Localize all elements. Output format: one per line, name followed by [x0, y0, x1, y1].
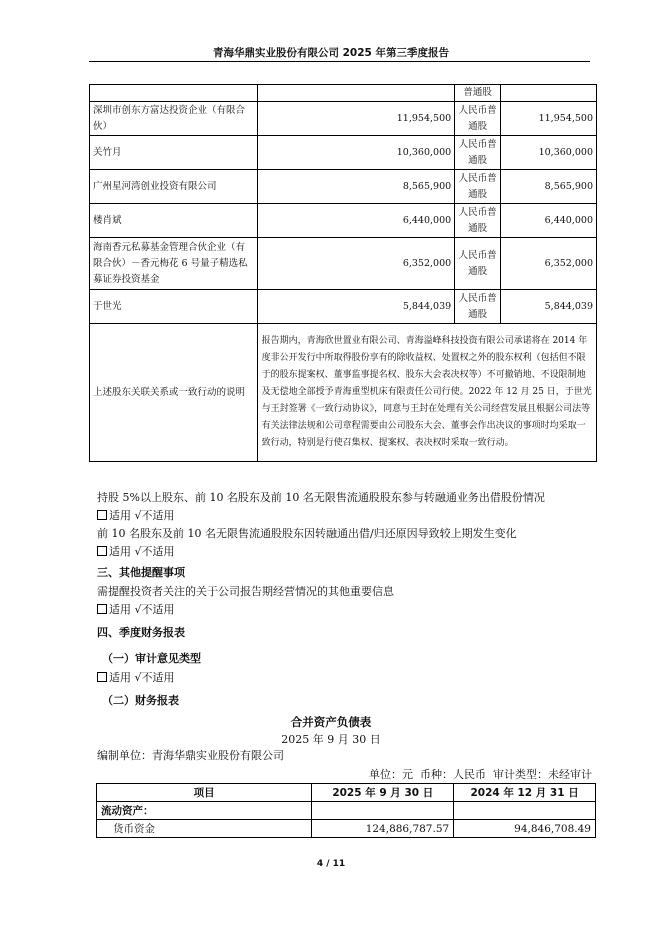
table-row — [90, 136, 597, 170]
share-amount: 6,440,000 — [501, 204, 597, 238]
table-row — [97, 802, 596, 820]
share-amount: 5,844,039 — [501, 290, 597, 324]
table-row — [90, 238, 597, 290]
share-class-cell: 人民币普通股 — [455, 136, 501, 170]
shareholder-name: 于世光 — [90, 290, 258, 324]
current-value: 124,886,787.57 — [312, 820, 454, 838]
shareholder-name: 广州星河湾创业投资有限公司 — [90, 170, 258, 204]
share-class-cell: 人民币普通股 — [455, 102, 501, 136]
compiler-line: 编制单位：青海华鼎实业股份有限公司 — [97, 749, 284, 762]
balance-sheet-table — [96, 783, 596, 838]
header-divider — [89, 61, 590, 62]
page-number: 4 / 11 — [316, 859, 346, 869]
table-row — [90, 204, 597, 238]
lending-choice-2: 适用 √不适用 — [97, 544, 175, 559]
line-item: 货币资金 — [97, 820, 312, 838]
share-amount: 10,360,000 — [501, 136, 597, 170]
other-reminders-choice: 适用 √不适用 — [97, 602, 175, 617]
top-shareholders-table — [89, 84, 597, 462]
table-row — [90, 290, 597, 324]
share-class-cell: 普通股 — [455, 85, 501, 102]
lending-statement-1: 持股 5%以上股东、前 10 名股东及前 10 名无限售流通股股东参与转融通业务出借股份情况 — [97, 491, 545, 504]
share-amount: 6,352,000 — [501, 238, 597, 290]
table-row — [97, 820, 596, 838]
share-amount: 11,954,500 — [501, 102, 597, 136]
shares-count: 8,565,900 — [257, 170, 455, 204]
shares-count: 6,352,000 — [257, 238, 455, 290]
unit-currency-line: 单位：元 币种：人民币 审计类型：未经审计 — [369, 768, 592, 781]
checkbox-icon — [97, 510, 107, 520]
table-row — [90, 324, 597, 462]
table-cell — [257, 85, 455, 102]
audit-opinion-heading: （一）审计意见类型 — [102, 652, 201, 665]
balance-sheet-title: 合并资产负债表 — [290, 715, 372, 729]
share-class-cell: 人民币普通股 — [455, 170, 501, 204]
lending-statement-2: 前 10 名股东及前 10 名无限售流通股股东因转融通出借/归还原因导致较上期发生变化 — [97, 527, 517, 540]
table-cell — [90, 85, 258, 102]
shareholder-name: 关竹月 — [90, 136, 258, 170]
column-header-current: 2025 年 9 月 30 日 — [312, 784, 454, 802]
share-class-cell: 人民币普通股 — [455, 290, 501, 324]
table-cell — [501, 85, 597, 102]
table-cell — [312, 802, 454, 820]
table-cell — [454, 802, 596, 820]
shares-count: 10,360,000 — [257, 136, 455, 170]
prior-value: 94,846,708.49 — [454, 820, 596, 838]
relation-description: 报告期内，青海欣世置业有限公司、青海溢峰科技投资有限公司承诺将在 2014 年度非公开发行中所取得股份享有的除收益权、处置权之外的股东权利（包括但不限于的股东提案权、董事监事提名权、股东大会表决权等）不可撤销地、不设限制地及无偿地全部授予青海重型机床有限责任公司行使。2022 年 12 月 25 日，于世光与王封签署《一致行动协议》，同意与王封在处理有关公司经营发展且根据公司法等有关法律法规和公司章程需要由公司股东大会、董事会作出决议的事项时均采取一致行动，特别是行使召集权、提案权、表决权时采取一致行动。 — [257, 324, 596, 462]
table-header-row — [97, 784, 596, 802]
table-row — [90, 102, 597, 136]
financial-statements-heading: （二）财务报表 — [102, 694, 179, 707]
balance-sheet-date: 2025 年 9 月 30 日 — [281, 733, 381, 746]
checkbox-icon — [97, 604, 107, 614]
table-row — [90, 170, 597, 204]
share-amount: 8,565,900 — [501, 170, 597, 204]
section-label: 流动资产： — [97, 802, 312, 820]
section-heading-financial: 四、季度财务报表 — [97, 626, 185, 639]
lending-choice-1: 适用 √不适用 — [97, 508, 175, 523]
checkbox-icon — [97, 546, 107, 556]
column-header-item: 项目 — [97, 784, 312, 802]
audit-opinion-choice: 适用 √不适用 — [97, 670, 175, 685]
share-class-cell: 人民币普通股 — [455, 238, 501, 290]
table-row — [90, 85, 597, 102]
column-header-prior: 2024 年 12 月 31 日 — [454, 784, 596, 802]
report-header: 青海华鼎实业股份有限公司 2025 年第三季度报告 — [212, 47, 450, 59]
other-reminders-text: 需提醒投资者关注的关于公司报告期经营情况的其他重要信息 — [97, 585, 394, 598]
section-heading-other: 三、其他提醒事项 — [97, 566, 185, 579]
share-class-cell: 人民币普通股 — [455, 204, 501, 238]
relation-label: 上述股东关联关系或一致行动的说明 — [90, 324, 258, 462]
shares-count: 5,844,039 — [257, 290, 455, 324]
shareholder-name: 海南香元私募基金管理合伙企业（有限合伙）－香元梅花 6 号量子精选私募证券投资基金 — [90, 238, 258, 290]
shares-count: 11,954,500 — [257, 102, 455, 136]
shareholder-name: 楼肖斌 — [90, 204, 258, 238]
shareholder-name: 深圳市创东方富达投资企业（有限合伙） — [90, 102, 258, 136]
shares-count: 6,440,000 — [257, 204, 455, 238]
checkbox-icon — [97, 672, 107, 682]
